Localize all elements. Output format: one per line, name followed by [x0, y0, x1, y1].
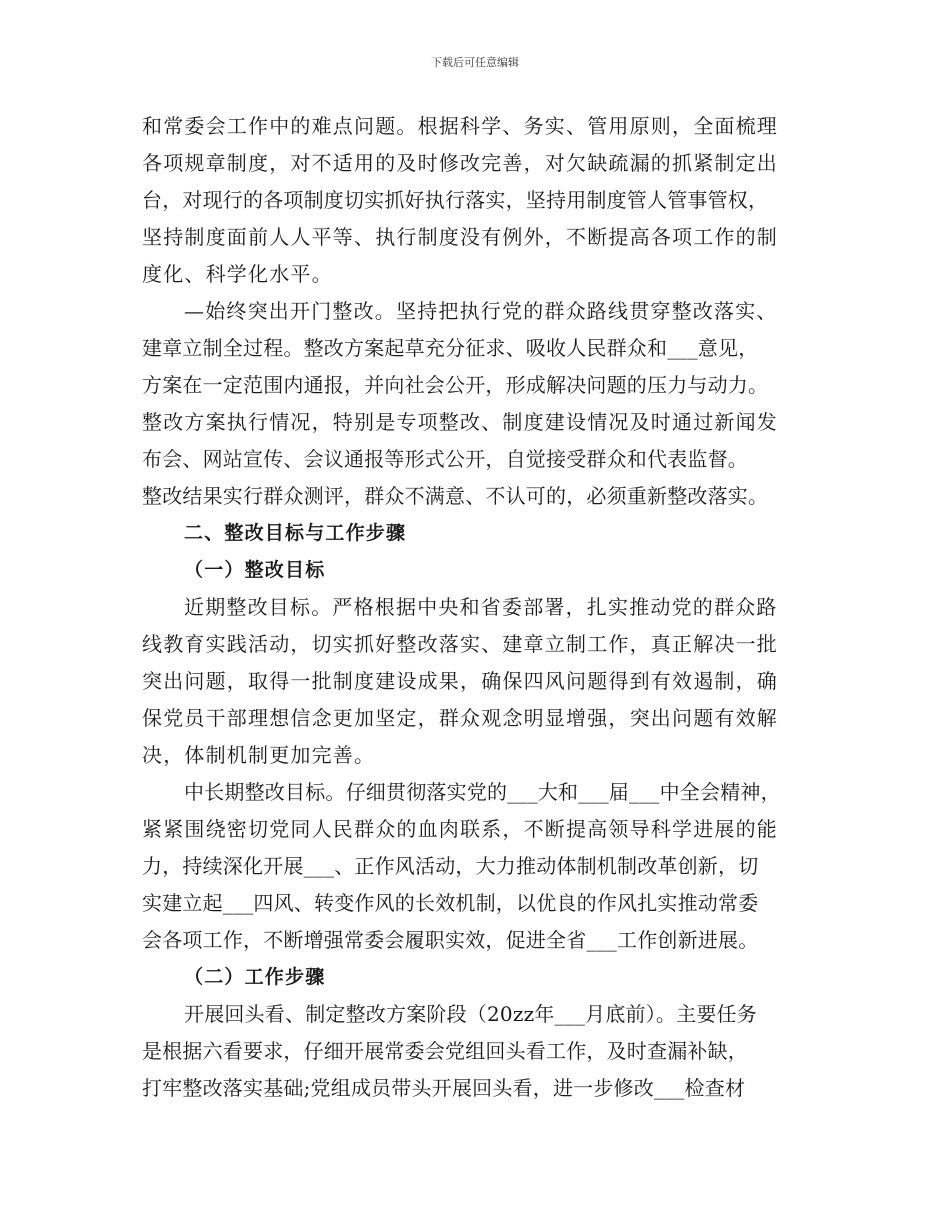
section-heading: 二、整改目标与工作步骤 [184, 522, 407, 544]
text-line: 中长期整改目标。仔细贯彻落实党的___大和___届___中全会精神， [184, 780, 781, 804]
text-line: 开展回头看、制定整改方案阶段（20zz年___月底前）。主要任务 [184, 1002, 757, 1026]
text-line: 各项规章制度，对不适用的及时修改完善，对欠缺疏漏的抓紧制定出 [142, 151, 778, 175]
text-line: 紧紧围绕密切党同人民群众的血肉联系，不断提高领导科学进展的能 [142, 817, 778, 841]
text-line: 坚持制度面前人人平等、执行制度没有例外，不断提高各项工作的制 [142, 225, 778, 249]
text-line: 实建立起___四风、转变作风的长效机制，以优良的作风扎实推动常委 [142, 891, 759, 915]
text-line: 近期整改目标。严格根据中央和省委部署，扎实推动党的群众路 [184, 595, 778, 619]
text-line: 度化、科学化水平。 [142, 262, 333, 286]
text-line: 保党员干部理想信念更加坚定，群众观念明显增强，突出问题有效解 [142, 706, 778, 730]
text-line: 整改结果实行群众测评，群众不满意、不认可的，必须重新整改落实。 [142, 484, 769, 508]
text-line: 决，体制机制更加完善。 [142, 743, 376, 767]
text-line: 会各项工作，不断增强常委会履职实效，促进全省___工作创新进展。 [142, 928, 759, 952]
text-line: 建章立制全过程。整改方案起草充分征求、吸收人民群众和___意见， [142, 336, 759, 360]
text-line: 和常委会工作中的难点问题。根据科学、务实、管用原则，全面梳理 [142, 114, 778, 138]
text-line: 整改方案执行情况，特别是专项整改、制度建设情况及时通过新闻发 [142, 410, 778, 434]
subsection-heading: （二）工作步骤 [184, 966, 326, 988]
text-line: 布会、网站宣传、会议通报等形式公开，自觉接受群众和代表监督。 [142, 447, 748, 471]
subsection-heading: （一）整改目标 [184, 559, 326, 581]
document-body [142, 108, 822, 1107]
text-line: 力，持续深化开展___、正作风活动，大力推动体制机制改革创新，切 [142, 854, 759, 878]
text-line: 台，对现行的各项制度切实抓好执行落实，坚持用制度管人管事管权， [142, 188, 769, 212]
text-line: 是根据六看要求，仔细开展常委会党组回头看工作，及时查漏补缺， [142, 1039, 748, 1063]
text-line: 突出问题，取得一批制度建设成果，确保四风问题得到有效遏制，确 [142, 669, 778, 693]
text-line: 线教育实践活动，切实抓好整改落实、建章立制工作，真正解决一批 [142, 632, 778, 656]
page-header: 下载后可任意编辑 [431, 56, 519, 69]
text-line: 方案在一定范围内通报，并向社会公开，形成解决问题的压力与动力。 [142, 373, 769, 397]
text-line: 打牢整改落实基础;党组成员带头开展回头看，进一步修改___检查材 [142, 1076, 746, 1100]
text-line: —始终突出开门整改。坚持把执行党的群众路线贯穿整改落实、 [184, 299, 778, 323]
